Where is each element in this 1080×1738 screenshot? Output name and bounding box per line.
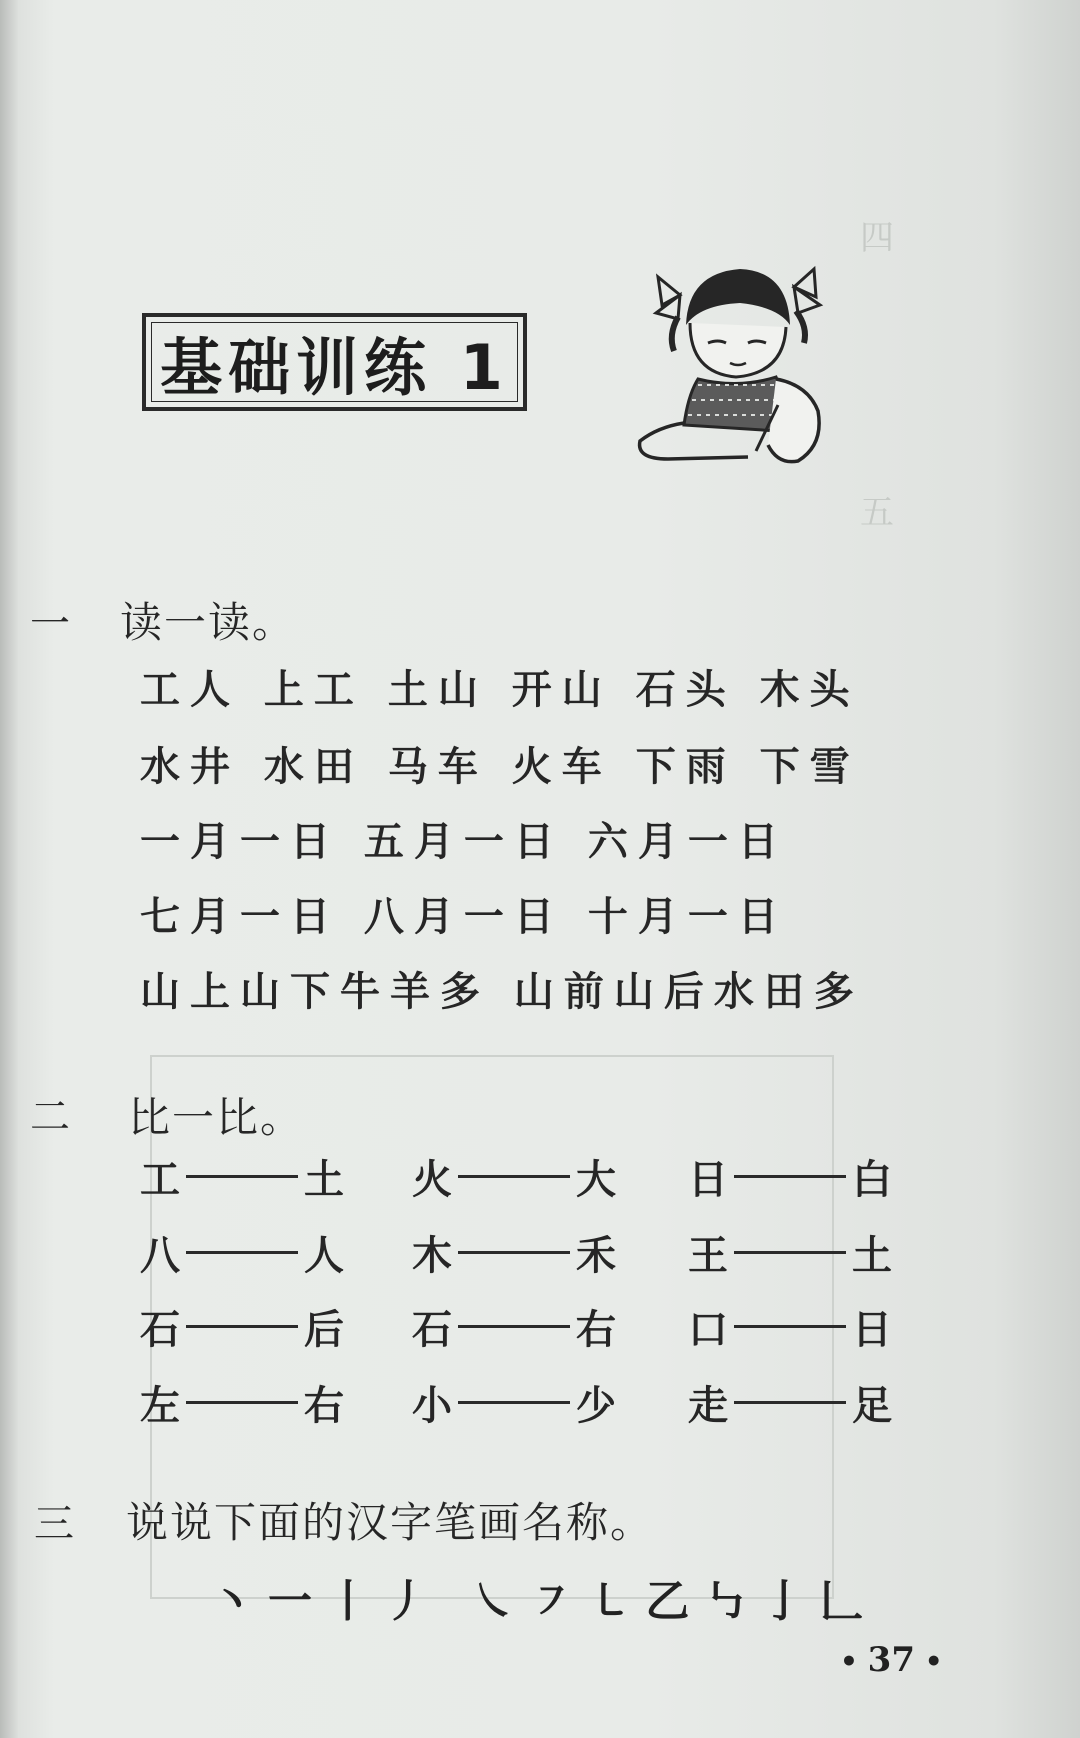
compare-char-right: 土 <box>852 1232 892 1279</box>
lesson-title-box <box>142 313 527 411</box>
page-binding-shadow <box>0 0 18 1738</box>
compare-char-left: 走 <box>688 1382 728 1429</box>
compare-pair <box>140 1148 344 1205</box>
compare-char-right: 禾 <box>576 1232 616 1279</box>
compare-pair <box>688 1298 892 1355</box>
compare-char-left: 王 <box>688 1232 728 1279</box>
compare-char-right: 土 <box>304 1156 344 1203</box>
compare-char-left: 火 <box>412 1156 452 1203</box>
compare-char-left: 工 <box>140 1156 180 1203</box>
compare-char-left: 日 <box>688 1156 728 1203</box>
compare-pair <box>140 1224 344 1281</box>
reading-line: 山上山下牛羊多 山前山后水田多 <box>140 968 864 1015</box>
compare-pair <box>412 1298 616 1355</box>
compare-pair <box>412 1148 616 1205</box>
compare-char-right: 后 <box>304 1306 344 1353</box>
section-3-number: 三 <box>34 1501 74 1547</box>
reading-line: 一月一日 五月一日 六月一日 <box>140 818 788 865</box>
show-through-text: 五 <box>860 493 894 533</box>
compare-char-right: 足 <box>852 1382 892 1429</box>
stroke-names-row: 丶一丨丿 ㇏㇇㇄乙㇉亅𠃊 <box>210 1576 878 1627</box>
compare-pair <box>412 1374 616 1431</box>
compare-char-right: 日 <box>852 1306 892 1353</box>
reading-line: 水井 水田 马车 火车 下雨 下雪 <box>140 743 860 790</box>
compare-pair <box>140 1374 344 1431</box>
compare-pair <box>688 1148 892 1205</box>
compare-char-left: 小 <box>412 1382 452 1429</box>
reading-line: 七月一日 八月一日 十月一日 <box>140 893 788 940</box>
page-number: • 37 • <box>840 1640 943 1680</box>
compare-pair <box>140 1298 344 1355</box>
reading-line: 工人 上工 土山 开山 石头 木头 <box>140 666 860 713</box>
compare-char-left: 石 <box>412 1306 452 1353</box>
compare-char-right: 右 <box>576 1306 616 1353</box>
compare-pair <box>688 1224 892 1281</box>
lesson-title: 基础训练 1 <box>160 330 509 404</box>
section-1-title: 读一读。 <box>120 598 297 647</box>
compare-char-left: 石 <box>140 1306 180 1353</box>
compare-char-right: 右 <box>304 1382 344 1429</box>
compare-char-right: 人 <box>304 1232 344 1279</box>
compare-char-left: 左 <box>140 1382 180 1429</box>
compare-char-left: 口 <box>688 1306 728 1353</box>
show-through-text: 四 <box>860 218 894 258</box>
compare-char-left: 八 <box>140 1232 180 1279</box>
section-1-number: 一 <box>30 601 70 647</box>
compare-char-right: 少 <box>576 1382 616 1429</box>
page-number-text: 37 <box>867 1640 915 1680</box>
compare-pair <box>688 1374 892 1431</box>
compare-char-right: 白 <box>852 1156 892 1203</box>
compare-char-left: 木 <box>412 1232 452 1279</box>
section-2-title: 比一比。 <box>128 1093 305 1142</box>
compare-char-right: 大 <box>576 1156 616 1203</box>
girl-writing-illustration <box>628 255 838 470</box>
section-3-title: 说说下面的汉字笔画名称。 <box>126 1498 655 1547</box>
section-2-number: 二 <box>30 1094 70 1140</box>
compare-pair <box>412 1224 616 1281</box>
